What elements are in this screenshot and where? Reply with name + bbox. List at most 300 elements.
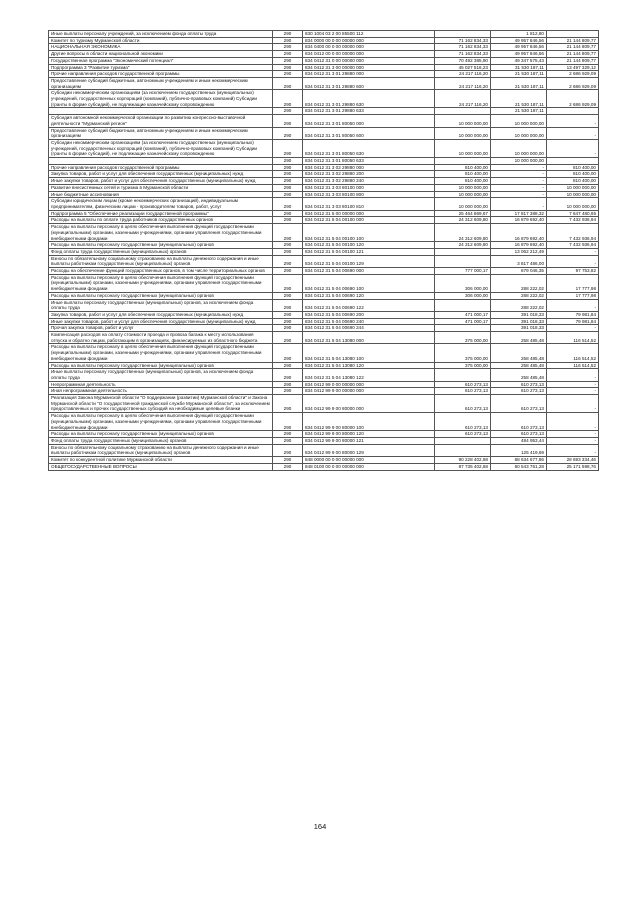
row-budget-code-cell: 830 1004 03 2 00 85500 112 [303,31,435,38]
row-name-cell: Государственная программа "Экономический потенциал" [49,57,273,64]
row-budget-code-cell: 834 0412 31 5 04 00690 120 [303,292,435,299]
row-budget-code-cell: 834 0412 31 5 04 13080 100 [303,344,435,362]
row-name-cell: Иные выплаты персоналу учреждений, за исключением фонда оплаты труда [49,31,273,38]
row-budget-code-cell: 834 0412 31 3 01 80050 633 [303,158,435,165]
row-budget-code-cell: 834 0412 31 3 01 29880 633 [303,108,435,115]
row-line-code-cell: 290 [273,255,303,267]
row-approved-amount-cell: 471 000,17 [435,318,491,325]
row-budget-code-cell: 834 0400 00 0 00 00000 000 [303,44,435,51]
row-approved-amount-cell: 24 312 609,80 [435,242,491,249]
row-name-cell: Закупка товаров, работ и услуг для обеспечения государственных (муниципальных) нужд [49,171,273,178]
row-line-code-cell: 290 [273,299,303,311]
row-name-cell: Расходы на выплаты персоналу в целях обеспечения выполнения функций государственными (муниципальными) органами, казенными учреждениями, органами управления государственными внебюджетными фондами [49,344,273,362]
row-approved-amount-cell: 24 217 116,20 [435,77,491,89]
row-approved-amount-cell: 24 312 609,80 [435,217,491,224]
row-executed-amount-cell: 610 273,13 [491,395,547,413]
row-name-cell: Комитет по конкурентной политике Мурманской области [49,457,273,464]
row-budget-code-cell: 834 0412 99 9 00 80000 121 [303,438,435,445]
row-name-cell: Иные выплаты персоналу государственных (муниципальных) органов, за исключением фонда оплаты труда [49,299,273,311]
row-name-cell: Расходы на выплаты персоналу государственных (муниципальных) органов [49,362,273,369]
row-unexecuted-amount-cell: 810 400,00 [547,164,599,171]
row-unexecuted-amount-cell: 21 144 809,77 [547,44,599,51]
row-name-cell: НАЦИОНАЛЬНАЯ ЭКОНОМИКА [49,44,273,51]
row-approved-amount-cell: 10 000 000,00 [435,115,491,127]
row-line-code-cell: 290 [273,381,303,388]
table-row [49,71,599,78]
row-unexecuted-amount-cell: 79 981,84 [547,311,599,318]
table-row [49,108,599,115]
row-budget-code-cell: 834 0412 31 5 04 13080 120 [303,362,435,369]
row-name-cell: Субсидии некоммерческим организациям (за исключением государственных (муниципальных) учреждений, государственных корпораций (компаний), публично-правовых компаний) Субсидии (гранты в форме субсидий), не подлежащие казначейскому сопровождению [49,139,273,157]
row-line-code-cell: 290 [273,139,303,157]
table-row [49,248,599,255]
row-budget-code-cell: 834 0412 31 5 04 13080 000 [303,332,435,344]
row-name-cell: Развитие внесистемных сетей и туризма в Мурманской области [49,184,273,191]
row-executed-amount-cell: 10 000 000,00 [491,158,547,165]
row-executed-amount-cell: 484 953,44 [491,438,547,445]
table-row [49,198,599,210]
table-row [49,37,599,44]
row-unexecuted-amount-cell: 25 171 598,76 [547,463,599,470]
row-approved-amount-cell: 24 217 116,20 [435,71,491,78]
row-line-code-cell: 290 [273,431,303,438]
row-unexecuted-amount-cell: 10 000 000,00 [547,191,599,198]
row-line-code-cell: 290 [273,242,303,249]
table-row [49,191,599,198]
row-executed-amount-cell: 21 530 187,11 [491,71,547,78]
row-name-cell: Прочие направления расходов государственной программы [49,164,273,171]
row-budget-code-cell: 834 0412 31 5 04 00100 121 [303,248,435,255]
row-executed-amount-cell: 10 000 000,00 [491,115,547,127]
table-row [49,362,599,369]
row-executed-amount-cell: 31 530 187,11 [491,64,547,71]
row-budget-code-cell: 834 0000 00 0 00 00000 000 [303,37,435,44]
row-name-cell: Расходы на выплаты персоналу государственных (муниципальных) органов [49,242,273,249]
row-approved-amount-cell: 810 400,00 [435,164,491,171]
row-line-code-cell: 290 [273,311,303,318]
table-row [49,274,599,292]
row-executed-amount-cell: 60 543 761,28 [491,463,547,470]
row-budget-code-cell: 834 0412 31 5 04 00690 200 [303,311,435,318]
table-row [49,438,599,445]
row-executed-amount-cell: 68 634 677,86 [491,457,547,464]
row-line-code-cell: 290 [273,51,303,58]
row-unexecuted-amount-cell: 2 686 929,09 [547,90,599,108]
row-name-cell: Предоставление субсидий бюджетным, автономным учреждениям и иным некоммерческим организациям [49,127,273,139]
table-row [49,369,599,381]
row-budget-code-cell: 834 0412 31 3 00 00000 000 [303,64,435,71]
row-unexecuted-amount-cell: 17 777,98 [547,274,599,292]
row-approved-amount-cell [435,325,491,332]
table-row [49,413,599,431]
table-row [49,64,599,71]
row-budget-code-cell: 834 0412 31 5 04 00100 100 [303,224,435,242]
row-line-code-cell: 290 [273,127,303,139]
row-line-code-cell: 290 [273,457,303,464]
row-unexecuted-amount-cell: 10 000 000,00 [547,198,599,210]
row-executed-amount-cell: 3 817 486,00 [491,255,547,267]
row-approved-amount-cell: 10 000 000,00 [435,191,491,198]
row-approved-amount-cell: 610 273,13 [435,395,491,413]
row-budget-code-cell: 834 0412 99 9 00 80000 100 [303,413,435,431]
row-executed-amount-cell: 21 530 187,11 [491,77,547,89]
row-budget-code-cell: 834 0412 99 9 00 80000 129 [303,444,435,456]
row-executed-amount-cell: - [491,198,547,210]
row-approved-amount-cell: 810 400,00 [435,171,491,178]
row-unexecuted-amount-cell: - [547,248,599,255]
row-approved-amount-cell: 25 464 869,67 [435,210,491,217]
table-row [49,318,599,325]
row-name-cell: Фонд оплаты труда государственных (муниципальных) органов [49,438,273,445]
row-line-code-cell: 290 [273,108,303,115]
table-row [49,325,599,332]
table-row [49,57,599,64]
table-row [49,292,599,299]
row-approved-amount-cell: 777 000,17 [435,268,491,275]
row-executed-amount-cell: 610 273,13 [491,431,547,438]
table-row [49,255,599,267]
row-line-code-cell: 290 [273,362,303,369]
row-line-code-cell: 290 [273,171,303,178]
row-name-cell: Иные выплаты персоналу государственных (муниципальных) органов, за исключением фонда оплаты труда [49,369,273,381]
row-name-cell: Прочие направления расходов государственной программы [49,71,273,78]
row-executed-amount-cell: 679 046,35 [491,268,547,275]
row-approved-amount-cell [435,158,491,165]
row-unexecuted-amount-cell: - [547,395,599,413]
row-executed-amount-cell: 610 273,13 [491,413,547,431]
row-approved-amount-cell [435,444,491,456]
row-approved-amount-cell: 71 162 834,33 [435,44,491,51]
row-approved-amount-cell: 10 000 000,00 [435,139,491,157]
row-unexecuted-amount-cell: - [547,369,599,381]
row-line-code-cell: 290 [273,198,303,210]
table-row [49,299,599,311]
row-unexecuted-amount-cell: 116 514,52 [547,332,599,344]
row-approved-amount-cell: 610 273,13 [435,413,491,431]
row-budget-code-cell: 834 0412 31 5 04 00690 000 [303,268,435,275]
row-name-cell: Расходы на обеспечение функций государственных органов, в том числе территориальных органов [49,268,273,275]
table-row [49,217,599,224]
row-approved-amount-cell: 306 000,00 [435,274,491,292]
row-line-code-cell: 290 [273,388,303,395]
budget-execution-table [48,30,599,471]
row-budget-code-cell: 834 0412 99 9 00 80000 000 [303,395,435,413]
row-line-code-cell: 290 [273,268,303,275]
row-executed-amount-cell: 17 817 388,32 [491,210,547,217]
row-line-code-cell: 290 [273,318,303,325]
table-row [49,381,599,388]
row-budget-code-cell: 848 0000 00 0 00 00000 000 [303,457,435,464]
row-approved-amount-cell: 24 312 609,80 [435,224,491,242]
row-approved-amount-cell [435,369,491,381]
row-unexecuted-amount-cell: 7 432 936,94 [547,242,599,249]
row-approved-amount-cell: 610 273,13 [435,381,491,388]
row-line-code-cell: 290 [273,158,303,165]
table-row [49,395,599,413]
row-executed-amount-cell: 49 957 846,56 [491,44,547,51]
row-line-code-cell: 290 [273,57,303,64]
row-unexecuted-amount-cell: - [547,431,599,438]
row-executed-amount-cell: - [491,171,547,178]
row-name-cell: Иные бюджетные ассигнования [49,191,273,198]
table-row [49,139,599,157]
row-unexecuted-amount-cell: - [547,299,599,311]
row-unexecuted-amount-cell: - [547,381,599,388]
row-name-cell: Субсидии юридическим лицам (кроме некоммерческих организаций), индивидуальным предпринимателям, физическим лицам - производителям товаров, работ, услуг [49,198,273,210]
row-budget-code-cell: 834 0412 31 3 03 80100 800 [303,191,435,198]
row-approved-amount-cell [435,438,491,445]
row-executed-amount-cell: 391 018,33 [491,325,547,332]
row-unexecuted-amount-cell: - [547,413,599,431]
row-budget-code-cell: 834 0412 31 3 02 29880 200 [303,171,435,178]
row-budget-code-cell: 834 0412 31 3 01 29880 000 [303,71,435,78]
row-budget-code-cell: 834 0412 31 3 03 80100 810 [303,198,435,210]
row-unexecuted-amount-cell: - [547,139,599,157]
row-unexecuted-amount-cell: 810 400,00 [547,178,599,185]
row-name-cell [49,158,273,165]
row-budget-code-cell: 834 0412 99 9 00 80000 120 [303,431,435,438]
row-line-code-cell: 290 [273,332,303,344]
row-executed-amount-cell: 16 879 692,40 [491,217,547,224]
table-row [49,164,599,171]
row-line-code-cell: 290 [273,44,303,51]
row-line-code-cell: 290 [273,115,303,127]
row-executed-amount-cell: 21 530 187,11 [491,108,547,115]
row-budget-code-cell: 834 0412 31 3 01 29880 600 [303,77,435,89]
table-body [49,31,599,471]
row-line-code-cell: 290 [273,463,303,470]
row-budget-code-cell: 848 0100 00 0 00 00000 000 [303,463,435,470]
row-unexecuted-amount-cell: 7 647 480,65 [547,210,599,217]
row-name-cell: Подпрограмма 5 "Обеспечение реализации государственной программы" [49,210,273,217]
row-approved-amount-cell: 810 400,00 [435,178,491,185]
table-row [49,268,599,275]
row-line-code-cell: 290 [273,31,303,38]
row-name-cell: Взносы по обязательному социальному страхованию на выплаты денежного содержания и иные выплаты работникам государственных (муниципальных) органов [49,255,273,267]
row-approved-amount-cell: 306 000,00 [435,292,491,299]
row-name-cell: Иная непрограммная деятельность [49,388,273,395]
row-name-cell: Реализация Закона Мурманской области "О поддержании (развитии) Мурманской области" и Закона Мурманской области "О государственной гражданской службе Мурманской области", за исключением предоставленных и прочих государственных субсидий на необходимые целевые бланки [49,395,273,413]
row-line-code-cell: 290 [273,164,303,171]
row-line-code-cell: 290 [273,191,303,198]
row-executed-amount-cell: 13 062 212,49 [491,248,547,255]
page-number: 164 [313,822,327,831]
row-executed-amount-cell: 391 018,33 [491,318,547,325]
row-line-code-cell: 290 [273,395,303,413]
table-row [49,463,599,470]
table-row [49,242,599,249]
row-budget-code-cell: 834 0412 31 5 04 00100 129 [303,255,435,267]
row-line-code-cell: 290 [273,274,303,292]
row-approved-amount-cell: 610 273,13 [435,431,491,438]
row-approved-amount-cell: 375 000,00 [435,362,491,369]
row-approved-amount-cell: 90 228 402,68 [435,457,491,464]
row-unexecuted-amount-cell: 2 686 929,09 [547,77,599,89]
table-row [49,115,599,127]
table-row [49,184,599,191]
row-budget-code-cell: 834 0412 00 0 00 00000 000 [303,51,435,58]
row-budget-code-cell: 834 0412 31 3 01 80050 600 [303,127,435,139]
row-budget-code-cell: 834 0412 31 5 04 13080 122 [303,369,435,381]
row-line-code-cell: 290 [273,444,303,456]
row-name-cell: Непрограммная деятельность [49,381,273,388]
row-unexecuted-amount-cell: - [547,127,599,139]
table-row [49,51,599,58]
row-executed-amount-cell: 10 000 000,00 [491,127,547,139]
row-budget-code-cell: 834 0412 99 0 00 00000 000 [303,381,435,388]
row-executed-amount-cell: 16 879 692,40 [491,224,547,242]
budget-table-page [48,30,598,471]
row-budget-code-cell: 834 0412 31 5 04 00690 244 [303,325,435,332]
row-executed-amount-cell: 1 812,80 [491,31,547,38]
row-line-code-cell: 290 [273,178,303,185]
row-unexecuted-amount-cell: 79 981,84 [547,318,599,325]
row-executed-amount-cell: 391 018,33 [491,311,547,318]
row-line-code-cell: 290 [273,64,303,71]
row-budget-code-cell: 834 0412 31 5 04 00690 100 [303,274,435,292]
row-unexecuted-amount-cell [547,158,599,165]
row-line-code-cell: 290 [273,413,303,431]
row-name-cell: ОБЩЕГОСУДАРСТВЕННЫЕ ВОПРОСЫ [49,463,273,470]
row-line-code-cell: 290 [273,37,303,44]
row-executed-amount-cell: 258 485,48 [491,332,547,344]
row-executed-amount-cell: 125 419,69 [491,444,547,456]
row-name-cell: Другие вопросы в области национальной экономики [49,51,273,58]
row-executed-amount-cell: 288 222,02 [491,299,547,311]
row-name-cell: Субсидии некоммерческим организациям (за исключением государственных (муниципальных) учреждений, государственных корпораций (компаний), публично-правовых компаний) Субсидии (гранты в форме субсидий), не подлежащие казначейскому сопровождению [49,90,273,108]
row-executed-amount-cell: 10 000 000,00 [491,139,547,157]
row-approved-amount-cell [435,108,491,115]
row-budget-code-cell: 834 0412 31 3 02 29880 240 [303,178,435,185]
row-line-code-cell: 290 [273,184,303,191]
row-executed-amount-cell: 258 485,48 [491,369,547,381]
row-approved-amount-cell [435,31,491,38]
row-name-cell: Иные закупки товаров, работ и услуг для обеспечения государственных (муниципальных) нужд [49,178,273,185]
row-budget-code-cell: 834 0412 31 5 04 00690 122 [303,299,435,311]
row-line-code-cell: 290 [273,344,303,362]
row-line-code-cell: 290 [273,438,303,445]
row-budget-code-cell: 834 0412 31 5 00 00000 000 [303,210,435,217]
row-line-code-cell: 290 [273,210,303,217]
row-unexecuted-amount-cell: - [547,388,599,395]
row-approved-amount-cell: 610 273,13 [435,388,491,395]
row-executed-amount-cell: 288 222,02 [491,274,547,292]
row-executed-amount-cell: 49 347 575,43 [491,57,547,64]
table-row [49,77,599,89]
row-budget-code-cell: 834 0412 31 5 04 00100 120 [303,242,435,249]
row-name-cell: Взносы по обязательному социальному страхованию на выплаты денежного содержания и иные выплаты работникам государственных (муниципальных) органов [49,444,273,456]
row-approved-amount-cell [435,248,491,255]
row-approved-amount-cell: 24 217 116,20 [435,90,491,108]
table-row [49,444,599,456]
row-approved-amount-cell [435,255,491,267]
row-name-cell: Фонд оплаты труда государственных (муниципальных) органов [49,248,273,255]
row-executed-amount-cell: 16 879 692,40 [491,242,547,249]
row-unexecuted-amount-cell: 116 514,52 [547,362,599,369]
row-name-cell: Предоставление субсидий бюджетным, автономным учреждениям и иным некоммерческим организациям [49,77,273,89]
row-unexecuted-amount-cell: - [547,325,599,332]
row-unexecuted-amount-cell: 2 686 929,09 [547,71,599,78]
row-name-cell: Комитет по туризму Мурманской области [49,37,273,44]
row-approved-amount-cell: 45 027 516,23 [435,64,491,71]
row-executed-amount-cell: - [491,178,547,185]
row-approved-amount-cell: 71 162 834,33 [435,51,491,58]
row-unexecuted-amount-cell: 21 144 809,77 [547,57,599,64]
row-budget-code-cell: 834 0412 99 9 00 00000 000 [303,388,435,395]
row-line-code-cell: 290 [273,71,303,78]
row-executed-amount-cell: - [491,191,547,198]
row-unexecuted-amount-cell: 17 777,98 [547,292,599,299]
row-unexecuted-amount-cell: 10 000 000,00 [547,184,599,191]
row-executed-amount-cell: 258 485,48 [491,344,547,362]
row-approved-amount-cell: 70 492 385,90 [435,57,491,64]
table-row [49,44,599,51]
row-name-cell: Расходы на выплаты персоналу государственных (муниципальных) органов [49,431,273,438]
table-row [49,224,599,242]
row-budget-code-cell: 834 0412 31 3 02 29880 000 [303,164,435,171]
table-row [49,431,599,438]
table-row [49,311,599,318]
row-line-code-cell: 290 [273,217,303,224]
table-row [49,171,599,178]
row-name-cell: Расходы на выплаты персоналу государственных (муниципальных) органов [49,292,273,299]
row-unexecuted-amount-cell: 21 144 809,77 [547,37,599,44]
row-budget-code-cell: 834 0412 31 3 01 80050 000 [303,115,435,127]
row-unexecuted-amount-cell: - [547,255,599,267]
row-unexecuted-amount-cell: 97 753,82 [547,268,599,275]
table-row [49,158,599,165]
row-executed-amount-cell: 21 530 187,11 [491,90,547,108]
row-approved-amount-cell: 10 000 000,00 [435,198,491,210]
row-approved-amount-cell: 375 000,00 [435,344,491,362]
row-approved-amount-cell: 10 000 000,00 [435,184,491,191]
row-unexecuted-amount-cell: 810 400,00 [547,171,599,178]
row-line-code-cell: 290 [273,292,303,299]
row-unexecuted-amount-cell: 7 432 936,94 [547,224,599,242]
table-row [49,90,599,108]
table-row [49,31,599,38]
row-name-cell: Расходы на выплаты персоналу в целях обеспечения выполнения функций государственными (муниципальными) органами, казенными учреждениями, органами управления государственными внебюджетными фондами [49,274,273,292]
row-unexecuted-amount-cell: 21 144 809,77 [547,51,599,58]
row-unexecuted-amount-cell: 13 497 329,12 [547,64,599,71]
row-executed-amount-cell: - [491,184,547,191]
row-budget-code-cell: 834 0412 31 3 01 29880 630 [303,90,435,108]
row-budget-code-cell: 834 0412 31 3 01 80050 630 [303,139,435,157]
row-executed-amount-cell: 49 957 846,56 [491,37,547,44]
row-unexecuted-amount-cell: - [547,438,599,445]
row-name-cell: Закупка товаров, работ и услуг для обеспечения государственных (муниципальных) нужд [49,311,273,318]
table-row [49,344,599,362]
row-name-cell: Иные закупки товаров, работ и услуг для обеспечения государственных (муниципальных) нужд [49,318,273,325]
row-name-cell: Компенсация расходов на оплату стоимости проезда и провоза багажа к месту использования отпуска и обратно лицам, работающим в организациях, финансируемых из областного бюджета [49,332,273,344]
row-budget-code-cell: 834 0412 31 3 03 80100 000 [303,184,435,191]
table-row [49,178,599,185]
row-line-code-cell: 290 [273,77,303,89]
row-name-cell: Расходы на выплаты по оплате труда работников государственных органов [49,217,273,224]
row-executed-amount-cell: 49 957 846,56 [491,51,547,58]
row-unexecuted-amount-cell: - [547,115,599,127]
row-name-cell: Расходы на выплаты персоналу в целях обеспечения выполнения функций государственными (муниципальными) органами, казенными учреждениями, органами управления государственными внебюджетными фондами [49,224,273,242]
table-row [49,210,599,217]
row-line-code-cell: 290 [273,369,303,381]
row-unexecuted-amount-cell [547,108,599,115]
row-name-cell: Подпрограмма 3 "Развитие туризма" [49,64,273,71]
row-unexecuted-amount-cell: - [547,444,599,456]
row-name-cell: Расходы на выплаты персоналу в целях обеспечения выполнения функций государственными (муниципальными) органами, казенными учреждениями, органами управления государственными внебюджетными фондами [49,413,273,431]
row-approved-amount-cell: 471 000,17 [435,311,491,318]
row-unexecuted-amount-cell: 7 432 936,94 [547,217,599,224]
row-executed-amount-cell: - [491,164,547,171]
